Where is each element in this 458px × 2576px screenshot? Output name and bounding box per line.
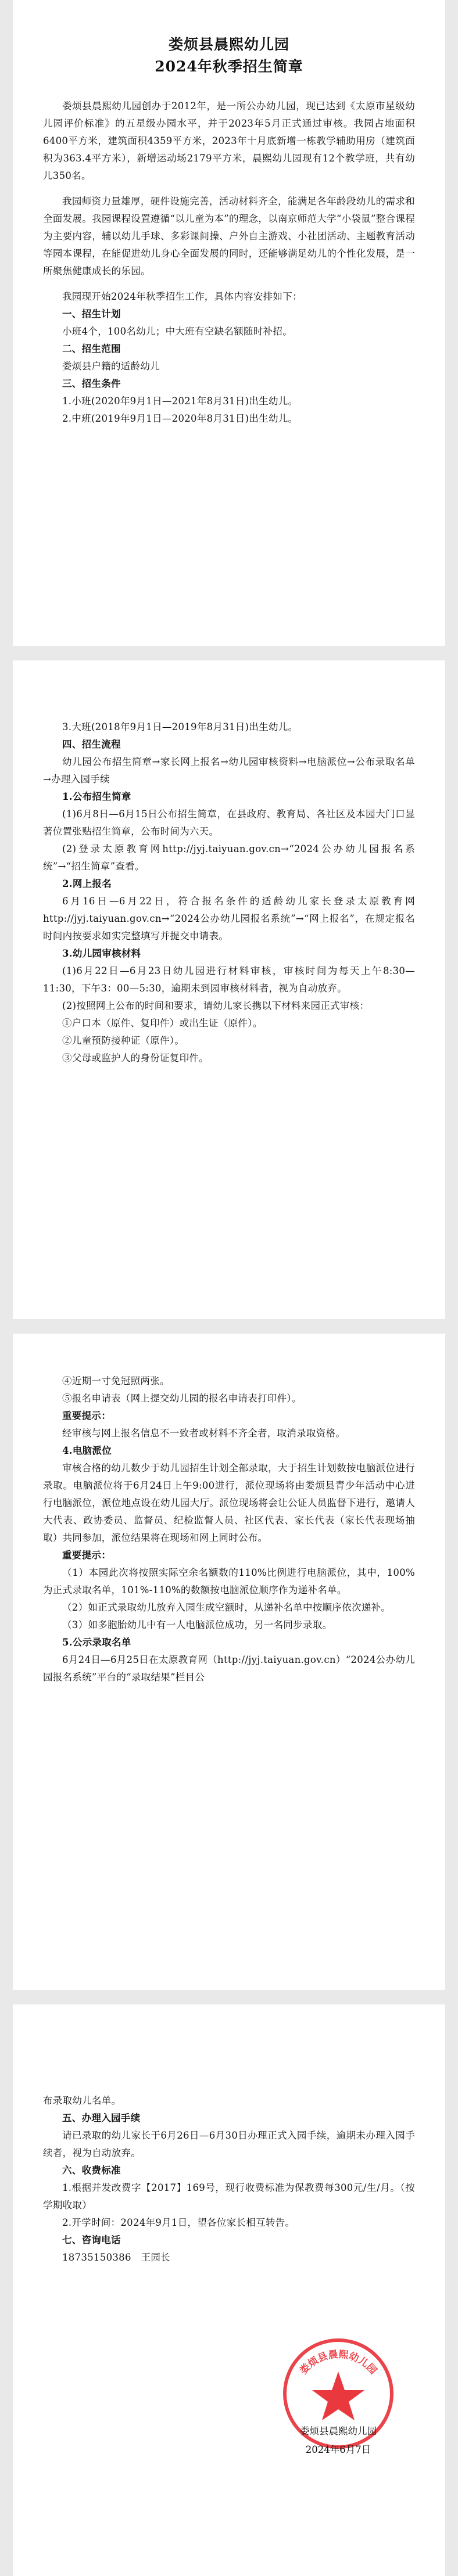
condition-middle-class: 2.中班(2019年9月1日—2020年8月31日)出生幼儿。 <box>62 413 298 424</box>
material-item-2: ②儿童预防接种证（原件）。 <box>62 1035 185 1046</box>
document-page-2 <box>13 660 445 1319</box>
section-heading-scope: 二、招生范围 <box>62 343 121 354</box>
section-heading-contact: 七、咨询电话 <box>62 2234 121 2246</box>
section-heading-admission: 五、办理入园手续 <box>62 2112 141 2124</box>
online-registration-text: 6月16日—6月22日，符合报名条件的适龄幼儿家长登录太原教育网http://jyj.taiyuan.gov.cn→“2024公办幼儿园报名系统”→“网上报名”，在规定报名时间内按要求如实完整填写并提交申请表。 <box>43 896 415 942</box>
fee-item-2: 2.开学时间：2024年9月1日，望各位家长相互转告。 <box>62 2217 295 2228</box>
publish-results-text: 6月24日—6月25日在太原教育网（http://jyj.taiyuan.gov.cn）“2024公办幼儿园报名系统”平台的“录取结果”栏目公 <box>43 1654 415 1683</box>
material-item-4: ④近期一寸免冠照两张。 <box>62 1375 170 1386</box>
process-flow-text: 幼儿园公布招生简章→家长网上报名→幼儿园审核资料→电脑派位→公布录取名单→办理入园手续 <box>43 756 415 785</box>
kindergarten-name-title: 娄烦县晨熙幼儿园 <box>168 36 289 53</box>
important-note-text-1: 经审核与网上报名信息不一致者或材料不齐全者，取消录取资格。 <box>62 1428 346 1439</box>
lottery-note-1: （1）本园此次将按照实际空余名额数的110%比例进行电脑派位，其中，100%为正式录取名单，101%-110%的数额按电脑派位顺序作为递补名单。 <box>43 1567 415 1596</box>
intro-paragraph-2: 我园师资力量雄厚，硬件设施完善，活动材料齐全，能满足各年龄段幼儿的需求和全面发展。我园课程设置遵循“以儿童为本”的理念，以南京师范大学“小袋鼠”整合课程为主要内容，辅以幼儿手球、多彩课间操、户外自主游戏、小社团活动、主题教育活动等园本课程，在能促进幼儿身心全面发展的同时，还能够满足幼儿的个性化发展，是一所聚焦健康成长的乐园。 <box>43 196 415 276</box>
signature-name: 娄烦县晨熙幼儿园 <box>300 2426 377 2437</box>
condition-small-class: 1.小班(2020年9月1日—2021年8月31日)出生幼儿。 <box>62 396 298 407</box>
step-heading-online-registration: 2.网上报名 <box>62 878 112 889</box>
lottery-text: 审核合格的幼儿数少于幼儿园招生计划全部录取，大于招生计划数按电脑派位进行录取。电脑派位将于6月24日上午9:00进行，派位现场将由娄烦县青少年活动中心进行电脑派位，派位地点设在幼儿园大厅。派位现场将会让公证人员监督下进行，邀请人大代表、政协委员、监督员、纪检监督人员、社区代表、家长代表（家长代表现场抽取）共同参加，派位结果将在现场和网上同时公布。 <box>43 1463 415 1543</box>
document-page-3 <box>13 1334 445 1990</box>
material-item-5: ⑤报名申请表（网上提交幼儿园的报名申请表打印件）。 <box>62 1393 302 1404</box>
step-heading-review: 3.幼儿园审核材料 <box>62 948 141 959</box>
material-item-1: ①户口本（原件、复印件）或出生证（原件）。 <box>62 1018 263 1029</box>
plan-text: 小班4个，100名幼儿；中大班有空缺名额随时补招。 <box>62 326 292 337</box>
review-text-2: (2)按照网上公布的时间和要求，请幼儿家长携以下材料来园正式审核： <box>62 1000 370 1011</box>
document-page-1 <box>13 0 445 646</box>
step-heading-publish: 1.公布招生简章 <box>62 791 131 802</box>
enrollment-brochure-title: 2024年秋季招生简章 <box>155 58 303 75</box>
signature-block <box>269 2336 408 2487</box>
signature-date: 2024年6月7日 <box>305 2444 371 2455</box>
lottery-note-3: （3）如多胞胎幼儿中有一人电脑派位成功，另一名同步录取。 <box>62 1619 332 1630</box>
publish-text-2: (2)登录太原教育网http://jyj.taiyuan.gov.cn→“2024公办幼儿园报名系统”→“招生简章”查看。 <box>43 843 415 872</box>
admission-text: 请已录取的幼儿家长于6月26日—6月30日办理正式入园手续，逾期未办理入园手续者，视为自动放弃。 <box>43 2130 415 2158</box>
section-heading-conditions: 三、招生条件 <box>62 378 121 389</box>
review-text-1: (1)6月22日—6月23日幼儿园进行材料审核，审核时间为每天上午8:30—11:30，下午3：00—5:30，逾期未到园审核材料者，视为自动放弃。 <box>43 965 415 994</box>
intro-paragraph-1: 娄烦县晨熙幼儿园创办于2012年，是一所公办幼儿园，现已达到《太原市星级幼儿园评价标准》的五星级办园水平，并于2023年5月正式通过审核。我园占地面积6400平方米，建筑面积4359平方米，2023年十月底新增一栋教学辅助用房（建筑面积为363.4平方米），新增运动场2179平方米，晨熙幼儿园现有12个教学班，共有幼儿350名。 <box>43 100 415 181</box>
scope-text: 娄烦县户籍的适龄幼儿 <box>62 361 160 372</box>
intro-paragraph-3: 我园现开始2024年秋季招生工作，具体内容安排如下： <box>62 291 302 302</box>
publish-results-continued: 布录取幼儿名单。 <box>43 2095 121 2106</box>
section-heading-fees: 六、收费标准 <box>62 2165 121 2176</box>
important-note-heading-2: 重要提示： <box>62 1550 111 1561</box>
section-heading-plan: 一、招生计划 <box>62 308 121 319</box>
condition-large-class: 3.大班(2018年9月1日—2019年8月31日)出生幼儿。 <box>62 721 298 732</box>
fee-item-1: 1.根据并发改费字【2017】169号，现行收费标准为保教费每300元/生/月。（按学期收取） <box>43 2182 415 2211</box>
seal-text: 娄烦县晨熙幼儿园 <box>298 2348 379 2377</box>
section-heading-process: 四、招生流程 <box>62 739 121 750</box>
document-page-4 <box>13 2004 445 2576</box>
step-heading-lottery: 4.电脑派位 <box>62 1445 112 1456</box>
important-note-heading-1: 重要提示： <box>62 1410 111 1421</box>
contact-phone: 18735150386 王园长 <box>62 2252 170 2263</box>
publish-text-1: (1)6月8日—6月15日公布招生简章，在县政府、教育局、各社区及本园大门口显著位置张贴招生简章，公布时间为六天。 <box>43 809 415 837</box>
lottery-note-2: （2）如正式录取幼儿放弃入园生成空额时，从递补名单中按顺序依次递补。 <box>62 1602 391 1613</box>
step-heading-publish-results: 5.公示录取名单 <box>62 1637 131 1648</box>
material-item-3: ③父母或监护人的身份证复印件。 <box>62 1052 209 1064</box>
